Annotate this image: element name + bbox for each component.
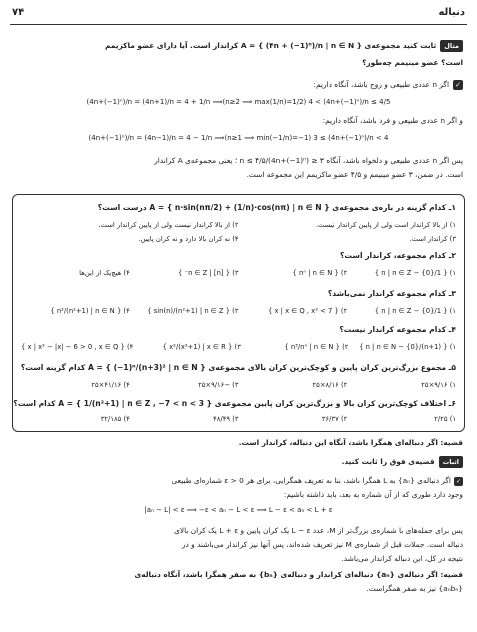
question-2: ۲ـ کدام مجموعه، کراندار است؟	[340, 251, 456, 260]
option[interactable]: ۳) ۴۸/۴۹	[213, 415, 239, 423]
proof-line-3: پس برای جمله‌های با شماره‌ی بزرگ‌تر از M، عدد L − ε یک کران پایین و L + ε یک کران بالای	[174, 526, 463, 535]
proof-heading: اثباتقضیه‌ی فوق را ثابت کنید.	[14, 456, 463, 468]
option[interactable]: ۴) هیچ‌یک از این‌ها	[79, 269, 130, 277]
option[interactable]: ۱) { 1/n | n ∈ Z − {0} }	[374, 307, 456, 315]
option[interactable]: ۲) { x | x ∈ Q , x² < 7 }	[267, 307, 348, 315]
solution-line-2: و اگر n عددی طبیعی و فرد باشد، آنگاه داریم:	[322, 116, 463, 125]
section-title: دنباله	[438, 7, 465, 18]
option[interactable]: ۳) −۹/۱۶×۲۵	[198, 381, 239, 389]
question-1: ۱ـ کدام گزینه در باره‌ی مجموعه‌ی A = { n·sin(nπ/2) + (1/n)·cos(nπ) | n ∈ N } درست است؟	[97, 203, 456, 212]
proof-line-5: نتیجه در کل، این دنباله کراندار می‌باشد.	[341, 554, 463, 563]
q1-options-row-1	[21, 221, 456, 229]
option[interactable]: ۴) نه کران بالا دارد و نه کران پایین.	[138, 235, 239, 243]
option[interactable]: ۳) { sin(n)/(n²+1) | n ∈ Z }	[147, 307, 239, 315]
check-icon: ✓	[455, 477, 462, 485]
page-number: ۷۴	[12, 7, 25, 18]
proof-formula: |aₙ − L| < ε ⟹ −ε < aₙ − L < ε ⟹ L − ε < aₙ < L + ε	[144, 506, 333, 514]
option[interactable]: ۳) { [n] | n ∈ Z⁻ }	[178, 269, 239, 277]
option[interactable]: ۳) { x²/(x²+1) | x ∈ R }	[162, 343, 241, 351]
option[interactable]: ۱) ۲/۲۵	[434, 415, 456, 423]
theorem-2: قضیه: اگر دنباله‌ی {aₙ} دنباله‌ای کراندار و دنباله‌ی {bₙ} به صفر همگرا باشد، آنگاه دنباله‌ی	[134, 570, 463, 579]
question-4: ۴ـ کدام مجموعه کراندار نیست؟	[339, 325, 456, 334]
q3-options	[21, 307, 456, 315]
proof-line-2: وجود دارد طوری که از آن شماره به بعد، باید داشته باشیم:	[283, 490, 463, 499]
option[interactable]: ۴) ۴۱/۱۶×۲۵	[91, 381, 130, 389]
option[interactable]: ۴) { x | x² − |x| − 6 > 0 , x ∈ Q }	[21, 343, 134, 351]
proof-line-1: ✓اگر دنباله‌ی {aₙ} به L همگرا باشد، بنا به تعریف همگرایی، برای هر ε > 0 شماره‌ای طبیعی	[171, 476, 462, 485]
proof-badge: اثبات	[439, 456, 463, 468]
option[interactable]: ۱) { 1/n | n ∈ Z − {0} }	[374, 269, 456, 277]
q6-options	[21, 415, 456, 423]
example-badge: مثال	[440, 40, 463, 52]
question-5: ۵ـ مجموع بزرگ‌ترین کران پایین و کوچک‌ترین کران بالای مجموعه‌ی A = { (−1)ⁿ/(n+3)² | n ∈ N } کدام گزینه است؟	[20, 363, 456, 372]
q5-options	[21, 381, 456, 389]
q4-options	[21, 343, 456, 351]
option[interactable]: ۲) ۸/۱۶×۲۵	[312, 381, 348, 389]
q1-options-row-2	[21, 235, 456, 243]
example-line-2: است؟ عضو مینیمم چه‌طور؟	[362, 58, 463, 67]
option[interactable]: ۱) ۹/۱۶×۲۵	[421, 381, 456, 389]
option[interactable]: ۱) از بالا کراندار است ولی از پایین کراندار نیست.	[315, 221, 456, 229]
question-3: ۳ـ کدام مجموعه کراندار نمی‌باشد؟	[327, 289, 456, 298]
theorem-1: قضیه: اگر دنباله‌ای همگرا باشد، آنگاه این دنباله، کراندار است.	[238, 438, 463, 447]
option[interactable]: ۲) ۳۶/۳۷	[321, 415, 348, 423]
formula-even: (4n+(−1)ⁿ)/n = (4n+1)/n = 4 + 1/n ⟹(n≥2 ⟹ max(1/n)=1/2) 4 < (4n+(−1)ⁿ)/n ≤ 4/5	[86, 98, 391, 106]
option[interactable]: ۲) از بالا کراندار نیست ولی از پایین کراندار است.	[98, 221, 239, 229]
example-line-1: مثالثابت کنید مجموعه‌ی A = { (۴n + (−1)ⁿ)/n | n ∈ N } کراندار است. آیا دارای عضو ماکزیمم	[14, 40, 463, 52]
solution-line-4: است. در ضمن، ۳ عضو مینیمم و ۴/۵ عضو ماکزیمم این مجموعه است.	[246, 170, 463, 179]
q2-options	[21, 269, 456, 277]
question-6: ۶ـ اختلاف کوچک‌ترین کران بالا و بزرگ‌ترین کران پایین مجموعه‌ی A = { 1/(n²+1) | n ∈ Z , −7 < n < 3 } کدام است؟	[13, 399, 456, 408]
option[interactable]: ۴) ۳۲/۱۸۵	[100, 415, 130, 423]
proof-line-4: دنباله است. جملات قبل از شماره‌ی M نیز تعریف شده‌اند، پس آنها نیز کراندار می‌باشند و در	[181, 540, 463, 549]
solution-line-3: پس اگر n عددی طبیعی و دلخواه باشد، آنگاه ۳ ≤ (4n+(−1)ⁿ)/n ≤ ۴/۵ ؛ یعنی مجموعه‌ی A کراندار	[154, 156, 463, 165]
option[interactable]: ۳) کراندار است.	[409, 235, 456, 243]
option[interactable]: ۱) { (n+1)/n | n ∈ N − {0} }	[359, 343, 456, 351]
page-header	[10, 4, 467, 25]
option[interactable]: ۲) { nⁿ | n ∈ N }	[292, 269, 348, 277]
exercise-box	[12, 194, 465, 432]
formula-odd: (4n+(−1)ⁿ)/n = (4n−1)/n = 4 − 1/n ⟹(n≥1 ⟹ min(−1/n)=−1) 3 ≤ (4n+(−1)ⁿ)/n < 4	[88, 134, 389, 142]
theorem-2-cont: {aₙbₙ} نیز به صفر همگراست.	[366, 584, 463, 593]
check-icon: ✓	[453, 80, 463, 90]
solution-line-1: ✓اگر n عددی طبیعی و زوج باشد، آنگاه داریم:	[14, 80, 463, 90]
option[interactable]: ۲) { n³/nⁿ | n ∈ N }	[284, 343, 349, 351]
option[interactable]: ۴) { n²/(n²+1) | n ∈ N }	[50, 307, 130, 315]
